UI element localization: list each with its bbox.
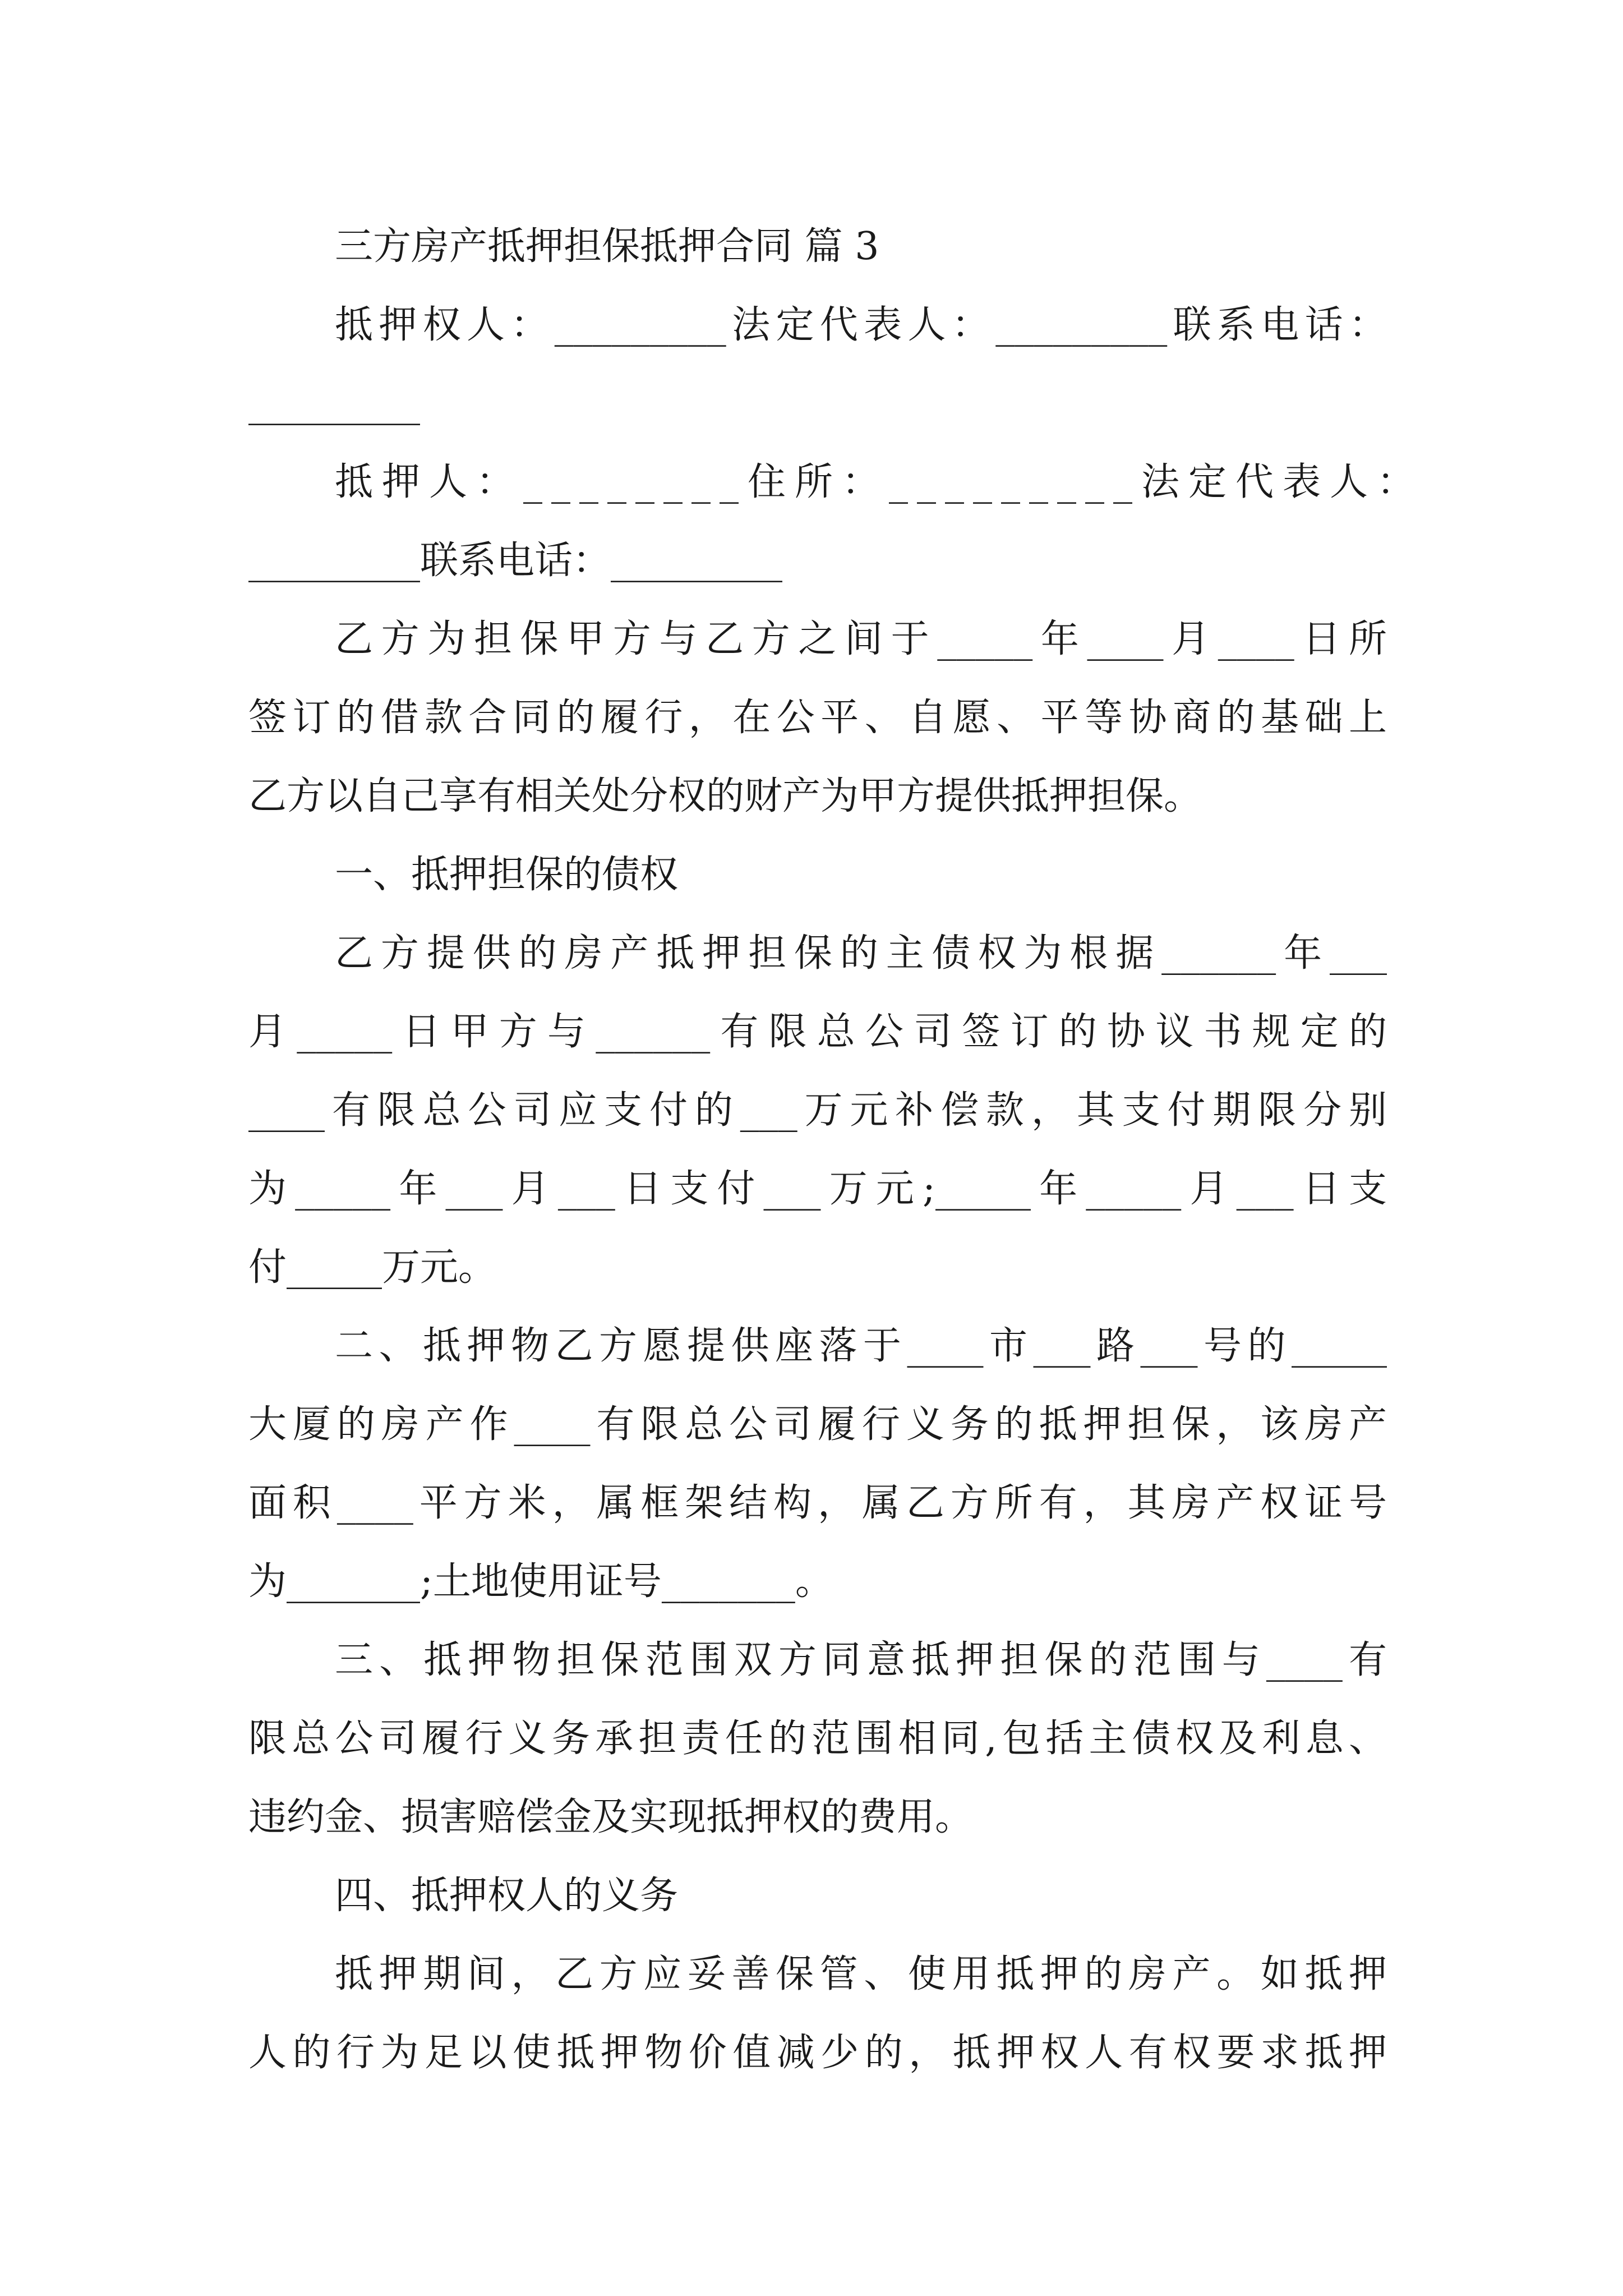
paragraph-line: 为_____年___月___日支付___万元;_____年_____月___日支 xyxy=(248,1167,1387,1211)
paragraph-line: 为_______;土地使用证号_______。 xyxy=(248,1559,833,1604)
paragraph-line: 月_____日甲方与______有限总公司签订的协议书规定的 xyxy=(248,1010,1387,1054)
paragraph-line: 人的行为足以使抵押物价值减少的，抵押权人有权要求抵押 xyxy=(248,2031,1387,2075)
paragraph-line: 签订的借款合同的履行，在公平、自愿、平等协商的基础上 xyxy=(248,696,1387,740)
paragraph-line: 违约金、损害赔偿金及实现抵押权的费用。 xyxy=(248,1795,974,1839)
section-heading: 四、抵押权人的义务 xyxy=(335,1874,679,1918)
paragraph-line: _________ xyxy=(248,381,420,426)
paragraph-line: 抵押人：________住所：_________法定代表人： xyxy=(335,460,1424,504)
paragraph-line: 抵押期间，乙方应妥善保管、使用抵押的房产。如抵押 xyxy=(335,1952,1387,1996)
paragraph-line: 三、抵押物担保范围双方同意抵押担保的范围与____有 xyxy=(335,1638,1387,1682)
paragraph-line: ____有限总公司应支付的___万元补偿款，其支付期限分别 xyxy=(248,1088,1387,1133)
paragraph-line: 大厦的房产作____有限总公司履行义务的抵押担保，该房产 xyxy=(248,1402,1387,1447)
paragraph-line: _________联系电话：_________ xyxy=(248,539,783,583)
paragraph-line: 乙方提供的房产抵押担保的主债权为根据______年___ xyxy=(335,931,1387,976)
paragraph-line: 乙方为担保甲方与乙方之间于_____年____月____日所 xyxy=(335,617,1387,661)
section-heading: 一、抵押担保的债权 xyxy=(335,853,679,897)
paragraph-line: 付_____万元。 xyxy=(248,1245,497,1290)
document-title: 三方房产抵押担保抵押合同 篇 3 xyxy=(335,224,879,269)
paragraph-line: 乙方以自己享有相关处分权的财产为甲方提供抵押担保。 xyxy=(248,774,1202,818)
document-body xyxy=(248,208,1424,2092)
paragraph-line: 限总公司履行义务承担责任的范围相同,包括主债权及利息、 xyxy=(248,1717,1387,1761)
paragraph-line: 面积____平方米，属框架结构，属乙方所有，其房产权证号 xyxy=(248,1481,1387,1525)
paragraph-line: 二、抵押物乙方愿提供座落于____市___路___号的_____ xyxy=(335,1324,1387,1368)
paragraph-line: 抵押权人：_________法定代表人：_________联系电话： xyxy=(335,303,1387,347)
